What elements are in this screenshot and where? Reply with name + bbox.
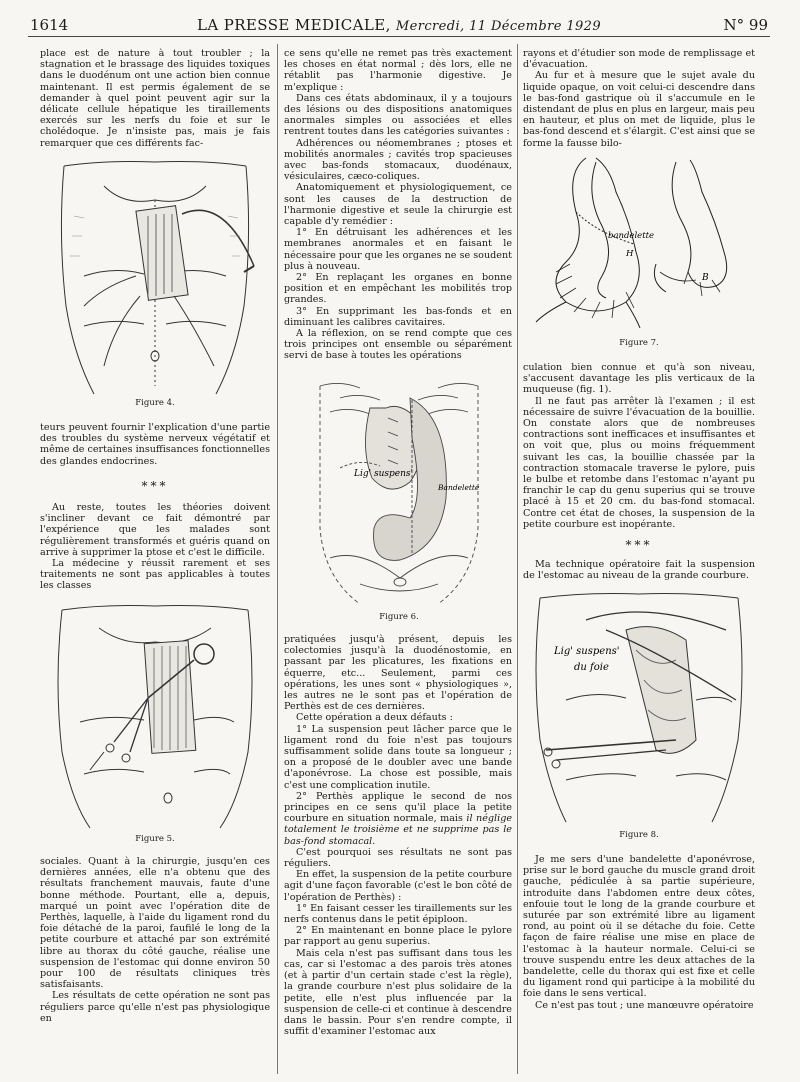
figure-4-illustration xyxy=(44,156,266,396)
col2-block-2 xyxy=(284,634,512,1070)
figure-7-illustration xyxy=(526,152,752,332)
page-number: 1614 xyxy=(30,16,69,34)
paragraph: 2° En maintenant en bonne place le pylore par rapport au genu superius. xyxy=(284,925,512,948)
paragraph: Ma technique opératoire fait la suspension de l'estomac au niveau de la grande courbure. xyxy=(523,559,755,582)
col1-block-1 xyxy=(40,48,270,152)
paragraph: pratiquées jusqu'à présent, depuis les colectomies jusqu'à la duodénostomie, en passant par les plicatures, les fixations en équerre, etc... Seulement, parmi ces opérations, les unes sont « physiologiques », les autres ne le sont pas et l'opération de Perthès est de ces dernières. xyxy=(284,634,512,713)
figure-6 xyxy=(300,378,498,628)
column-rule-right xyxy=(517,44,518,1074)
paragraph: 1° La suspension peut lâcher parce que le ligament rond du foie n'est pas toujours suffisamment solide dans toute sa longueur ; on a proposé de le doubler avec une bande d'aponévrose. La chose est possible, mais c'est une complication inutile. xyxy=(284,723,512,791)
paragraph: Anatomiquement et physiologiquement, ce sont les causes de la destruction de l'harmonie digestive et seule la chirurgie est capable d'y remédier : xyxy=(284,182,512,228)
paragraph: teurs peuvent fournir l'explication d'une partie des troubles du système nerveux végétatif et même de certaines insuffisances fonctionnelles des glandes endocrines. xyxy=(40,422,270,467)
paragraph: rayons et d'étudier son mode de remplissage et d'évacuation. xyxy=(523,48,755,71)
paragraph: 1° En faisant cesser les tiraillements sur les nerfs contenus dans le petit épiploon. xyxy=(284,902,512,926)
figure-5-illustration xyxy=(44,602,266,830)
paragraph: ce sens qu'elle ne remet pas très exactement les choses en état normal ; dès lors, elle ne rétablit pas l'harmonie digestive. Je m'explique : xyxy=(284,48,512,93)
fig7-label-bandelette: bandelette xyxy=(608,231,655,241)
paragraph: En effet, la suspension de la petite courbure agit d'une façon favorable (c'est le bon côté de l'opération de Perthès) : xyxy=(284,869,512,903)
paragraph xyxy=(284,791,512,847)
figure-7-caption: Figure 7. xyxy=(619,338,659,348)
issue-date: Mercredi, 11 Décembre 1929 xyxy=(395,19,602,34)
figure-5 xyxy=(44,602,266,848)
paragraph: 2° En replaçant les organes en bonne position et en empêchant les mobilités trop grandes. xyxy=(284,272,512,306)
paragraph: 1° En détruisant les adhérences et les membranes anormales et en faisant le nécessaire pour que les organes ne se soudent plus à nouveau. xyxy=(284,227,512,272)
paragraph: Il ne faut pas arrêter là l'examen ; il est nécessaire de suivre l'évacuation de la bouillie. On constate alors que de nombreuses contractions sont inefficaces et insuffisantes et on voit que, plus ou moins fréquemment suivant les cas, la bouillie chassée par la contraction stomacale traverse le pylore, puis le bulbe et retombe dans l'estomac n'ayant pu franchir le cap du genu superius qui se trouve placé à 15 et 20 cm. du bas-fond stomacal. Contre cet état de choses, la suspension de la petite courbure est inopérante. xyxy=(523,395,755,530)
fig8-label-ligament: Lig' suspens' xyxy=(554,646,620,657)
fig6-label-ligament: Lig' suspens' xyxy=(354,469,413,479)
paragraph: Dans ces états abdominaux, il y a toujours des lésions ou des dispositions anatomiques anormales simples ou associées et elles rentrent toutes dans les catégories suivantes : xyxy=(284,92,512,138)
paragraph: Cette opération a deux défauts : xyxy=(296,712,453,724)
figure-4-caption: Figure 4. xyxy=(135,398,175,408)
paragraph: Ce n'est pas tout ; une manœuvre opératoire xyxy=(535,999,754,1011)
paragraph: Je me sers d'une bandelette d'aponévrose, prise sur le bord gauche du muscle grand droit gauche, pédiculée à sa partie supérieure, introduite dans l'abdomen entre deux côtes, enfouie tout le long de la grande courbure et suturée par son extrémité libre au ligament rond, au point où il se détache du foie. Cette façon de faire réalise une mise en place de l'estomac à la hauteur normale. Celui-ci se trouve suspendu entre les deux attaches de la bandelette, celle du thorax qui est fixe et celle du ligament rond qui participe à la mobilité du foie dans le sens vertical. xyxy=(523,854,755,1000)
col3-block-2 xyxy=(523,362,755,584)
paragraph: C'est pourquoi ses résultats ne sont pas réguliers. xyxy=(284,846,512,870)
paragraph: culation bien connue et qu'à son niveau, s'accusent davantage les plis verticaux de la muqueuse (fig. 1). xyxy=(523,362,755,396)
journal-name: LA PRESSE MEDICALE, xyxy=(196,16,391,34)
fig6-label-bandelette: Bandelette xyxy=(438,483,480,492)
paragraph: sociales. Quant à la chirurgie, jusqu'en ces dernières années, elle n'a obtenu que des résultats franchement mauvais, faute d'une bonne méthode. Pourtant, elle a, depuis, marqué un point avec l'opération dite de Perthès, laquelle, à l'aide du ligament rond du foie détaché de la paroi, faufilé le long de la petite courbure et attaché par son extrémité libre au thorax du côté gauche, réalise une suspension de l'estomac qui donne environ 50 pour 100 de résultats cliniques très satisfaisants. xyxy=(40,856,270,991)
figure-5-caption: Figure 5. xyxy=(135,834,175,844)
section-stars: *** xyxy=(625,538,653,553)
col3-block-1 xyxy=(523,48,755,150)
page-header xyxy=(28,14,770,37)
issue-number: N° 99 xyxy=(723,16,768,34)
fig8-label-foie: du foie xyxy=(574,662,609,673)
figure-6-caption: Figure 6. xyxy=(379,612,419,622)
paragraph: Les résultats de cette opération ne sont pas réguliers parce qu'elle n'est pas physiologique en xyxy=(40,990,270,1024)
figure-8 xyxy=(526,590,752,846)
paragraph: Au fur et à mesure que le sujet avale du liquide opaque, on voit celui-ci descendre dans le bas-fond gastrique où il s'accumule en le distendant de plus en plus en largeur, mais peu en hauteur, et plus on met de liquide, plus le bas-fond descend et s'élargit. C'est ainsi que se forme la fausse bilo- xyxy=(523,70,755,149)
column-rule-left xyxy=(277,44,278,1074)
figure-8-caption: Figure 8. xyxy=(619,830,659,840)
fig7-label-b: B xyxy=(702,273,709,283)
section-stars: *** xyxy=(141,478,169,493)
figure-8-illustration xyxy=(526,590,752,824)
paragraph: Au reste, toutes les théories doivent s'incliner devant ce fait démontré par l'expérience que les malades sont régulièrement transformés et guéris quand on arrive à supprimer la ptose et c'est le difficile. xyxy=(40,502,270,558)
paragraph: A la réflexion, on se rend compte que ces trois principes ont ensemble ou séparément servi de base à toutes les opérations xyxy=(284,328,512,362)
col2-block-1 xyxy=(284,48,512,366)
paragraph: La médecine y réussit rarement et ses traitements ne sont pas applicables à toutes les classes xyxy=(40,558,270,592)
paragraph: 3° En supprimant les bas-fonds et en diminuant les calibres cavitaires. xyxy=(284,305,512,328)
figure-4 xyxy=(44,156,266,412)
emphasis-text: il néglige totalement le troisième et ne supprime pas le bas-fond stomacal. xyxy=(284,813,512,847)
journal-title xyxy=(28,16,770,34)
paragraph: Mais cela n'est pas suffisant dans tous les cas, car si l'estomac a des parois très atones (et à partir d'un certain stade c'est la règle), la grande courbure n'est plus solidaire de la petite, elle n'est plus influencée par la suspension de celle-ci et continue à descendre dans le bassin. Pour s'en rendre compte, il suffit d'examiner l'estomac aux xyxy=(284,947,512,1038)
col3-block-3 xyxy=(523,854,755,1070)
figure-6-illustration xyxy=(300,378,498,606)
paragraph: place est de nature à tout troubler ; la stagnation et le brassage des liquides toxiques dans le duodénum ont une action bien connue maintenant. Il est permis également de se demander à quel point peuvent agir sur la délicate cellule hépatique les tiraillements exercés sur les nerfs du foie et sur le cholédoque. Je n'insiste pas, mais je fais remarquer que ces différents fac- xyxy=(40,48,270,149)
col1-block-2 xyxy=(40,422,270,598)
col1-block-3 xyxy=(40,856,270,1068)
fig7-label-h: H xyxy=(626,249,634,259)
text-run: 2° Perthès applique le second de nos principes en ce sens qu'il place la petite courbure en situation normale, mais xyxy=(284,790,512,825)
paragraph: Adhérences ou néomembranes ; ptoses et mobilités anormales ; cavités trop spacieuses avec bas-fonds stomacaux, duodénaux, vésiculaires, cæco-coliques. xyxy=(284,137,512,183)
figure-7 xyxy=(526,152,752,352)
